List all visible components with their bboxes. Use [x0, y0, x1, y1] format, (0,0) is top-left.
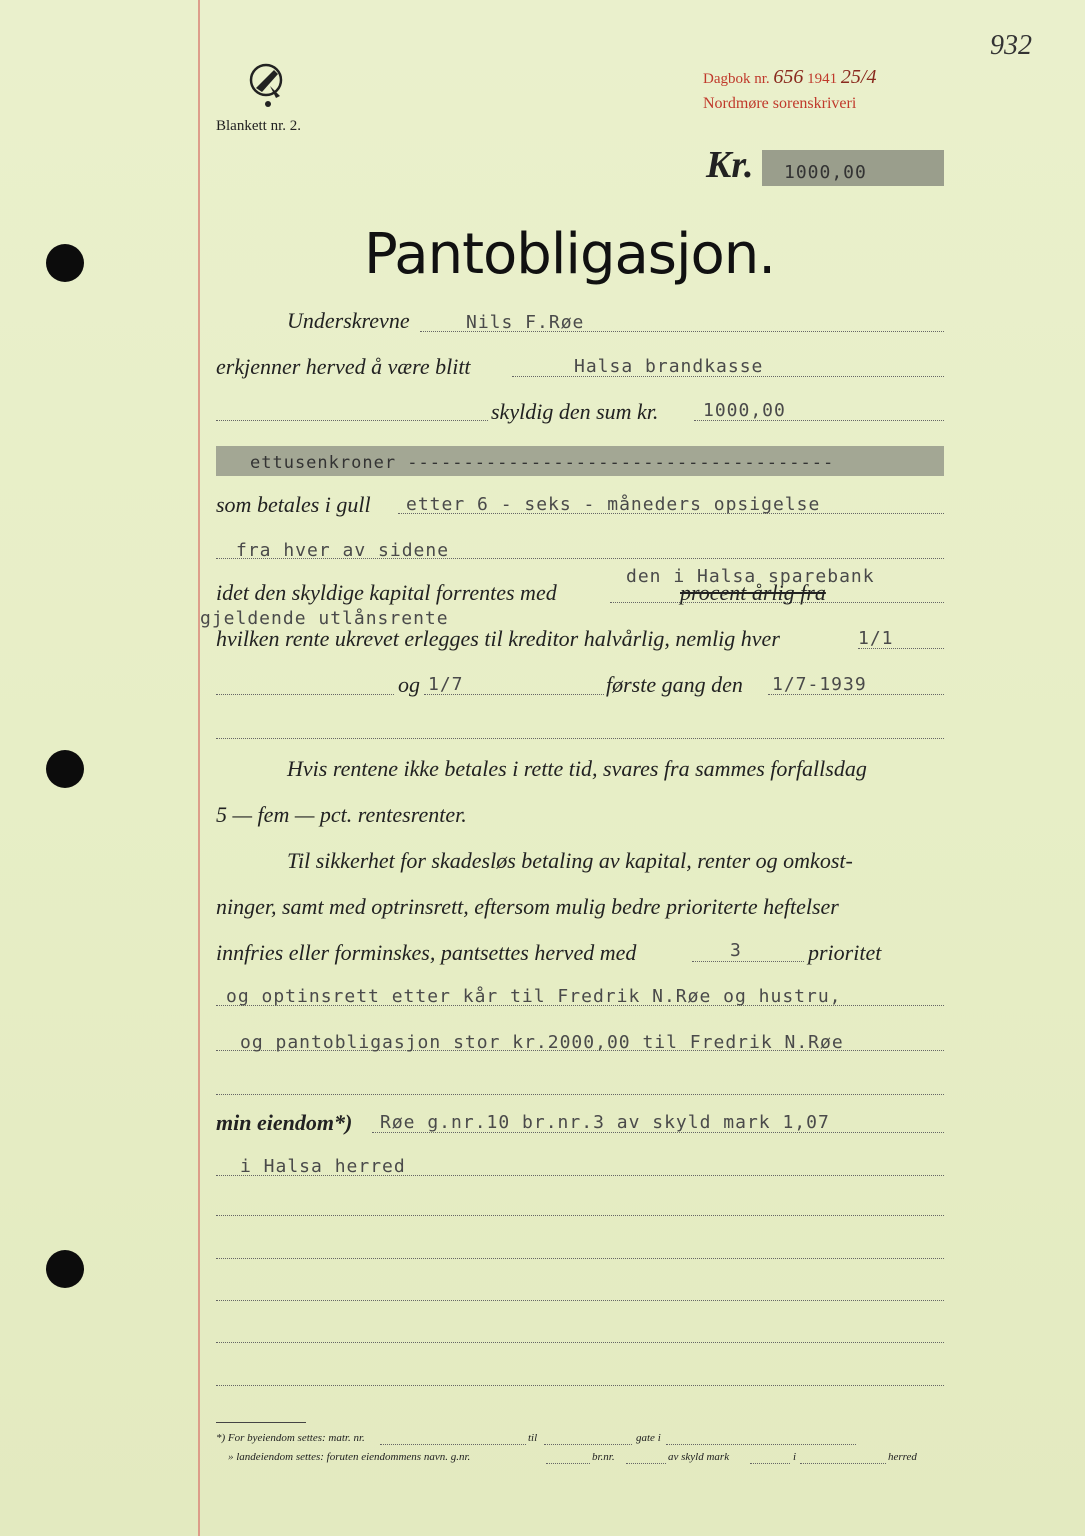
field-line [666, 1444, 856, 1445]
sum-value: 1000,00 [703, 400, 786, 421]
security-line-3-suffix: prioritet [808, 940, 882, 965]
registration-stamp [703, 66, 876, 89]
field-line [216, 1094, 944, 1095]
footnote-separator [216, 1422, 306, 1423]
field-line [216, 420, 488, 421]
creditor-label: erkjenner herved å være blitt [216, 354, 471, 379]
page-title: Pantobligasjon. [364, 222, 776, 287]
field-line [216, 694, 394, 695]
security-line-3-prefix: innfries eller forminskes, pantsettes herved med [216, 940, 637, 965]
margin-line [198, 0, 200, 1536]
footnote-2b: br.nr. [592, 1451, 615, 1463]
punch-hole [46, 750, 84, 788]
field-line [546, 1463, 590, 1464]
footnote-2c: av skyld mark [668, 1451, 730, 1463]
page-number: 932 [990, 30, 1032, 61]
field-line [800, 1463, 886, 1464]
property-value: Røe g.nr.10 br.nr.3 av skyld mark 1,07 [380, 1112, 830, 1133]
amount-value: 1000,00 [784, 162, 867, 183]
field-line [216, 1385, 944, 1386]
footnote-2d: i [793, 1451, 797, 1463]
interest-typed: den i Halsa sparebank [626, 566, 875, 587]
payment-value: etter 6 - seks - måneders opsigelse [406, 494, 821, 515]
footnote-1c: gate i [636, 1432, 661, 1444]
footnote-2a: » landeiendom settes: foruten eiendommens navn. g.nr. [228, 1451, 471, 1463]
halfyear-value-2: 1/7 [428, 674, 464, 695]
property-value-2: i Halsa herred [240, 1156, 406, 1177]
sum-label: skyldig den sum kr. [491, 399, 659, 424]
interest-typed-2: gjeldende utlånsrente [200, 608, 449, 629]
typed-line-2: og pantobligasjon stor kr.2000,00 til Fredrik N.Røe [240, 1032, 844, 1053]
field-line [692, 961, 804, 962]
halfyear-label: hvilken rente ukrevet erlegges til kreditor halvårlig, nemlig hver [216, 626, 780, 651]
stamp-prefix: Dagbok nr. [703, 71, 770, 87]
field-line [750, 1463, 790, 1464]
first-time-label: første gang den [606, 672, 743, 697]
halfyear-value-1: 1/1 [858, 628, 894, 649]
stamp-office: Nordmøre sorenskriveri [703, 95, 857, 112]
footnote-2e: herred [888, 1451, 917, 1463]
field-line [626, 1463, 666, 1464]
punch-hole [46, 1250, 84, 1288]
interest-label: idet den skyldige kapital forrentes med [216, 580, 557, 605]
security-line-2: ninger, samt med optrinsrett, eftersom mulig bedre prioriterte heftelser [216, 894, 839, 919]
security-line-1: Til sikkerhet for skadesløs betaling av kapital, renter og omkost- [287, 848, 853, 873]
field-line [216, 1215, 944, 1216]
field-line [216, 1342, 944, 1343]
sum-words: ettusenkroner -------------------------------------- [250, 453, 835, 473]
field-line [380, 1444, 526, 1445]
payment-value-2: fra hver av sidene [236, 540, 450, 561]
stamp-year: 1941 [807, 71, 838, 87]
field-line [216, 1300, 944, 1301]
punch-hole [46, 244, 84, 282]
undersigned-label: Underskrevne [287, 308, 410, 333]
stamp-number: 656 [773, 66, 804, 88]
late-interest-line-2: 5 — fem — pct. rentesrenter. [216, 802, 467, 827]
late-interest-line-1: Hvis rentene ikke betales i rette tid, svares fra sammes forfallsdag [287, 756, 867, 781]
and-label: og [398, 672, 420, 697]
field-line [544, 1444, 632, 1445]
priority-value: 3 [730, 940, 742, 961]
payment-label: som betales i gull [216, 492, 371, 517]
typed-line-1: og optinsrett etter kår til Fredrik N.Røe og hustru, [226, 986, 842, 1007]
first-time-value: 1/7-1939 [772, 674, 867, 695]
leaf-emblem-icon [244, 60, 292, 114]
field-line [216, 738, 944, 739]
stamp-date: 25/4 [840, 66, 877, 88]
form-label: Blankett nr. 2. [216, 118, 301, 134]
property-label: min eiendom*) [216, 1110, 353, 1135]
undersigned-value: Nils F.Røe [466, 312, 585, 333]
footnote-1a: *) For byeiendom settes: matr. nr. [216, 1432, 365, 1444]
field-line [216, 1258, 944, 1259]
amount-label: Kr. [706, 144, 754, 186]
footnote-1b: til [528, 1432, 538, 1444]
interest-struck: procent årlig fra [680, 580, 826, 605]
creditor-value: Halsa brandkasse [574, 356, 764, 377]
